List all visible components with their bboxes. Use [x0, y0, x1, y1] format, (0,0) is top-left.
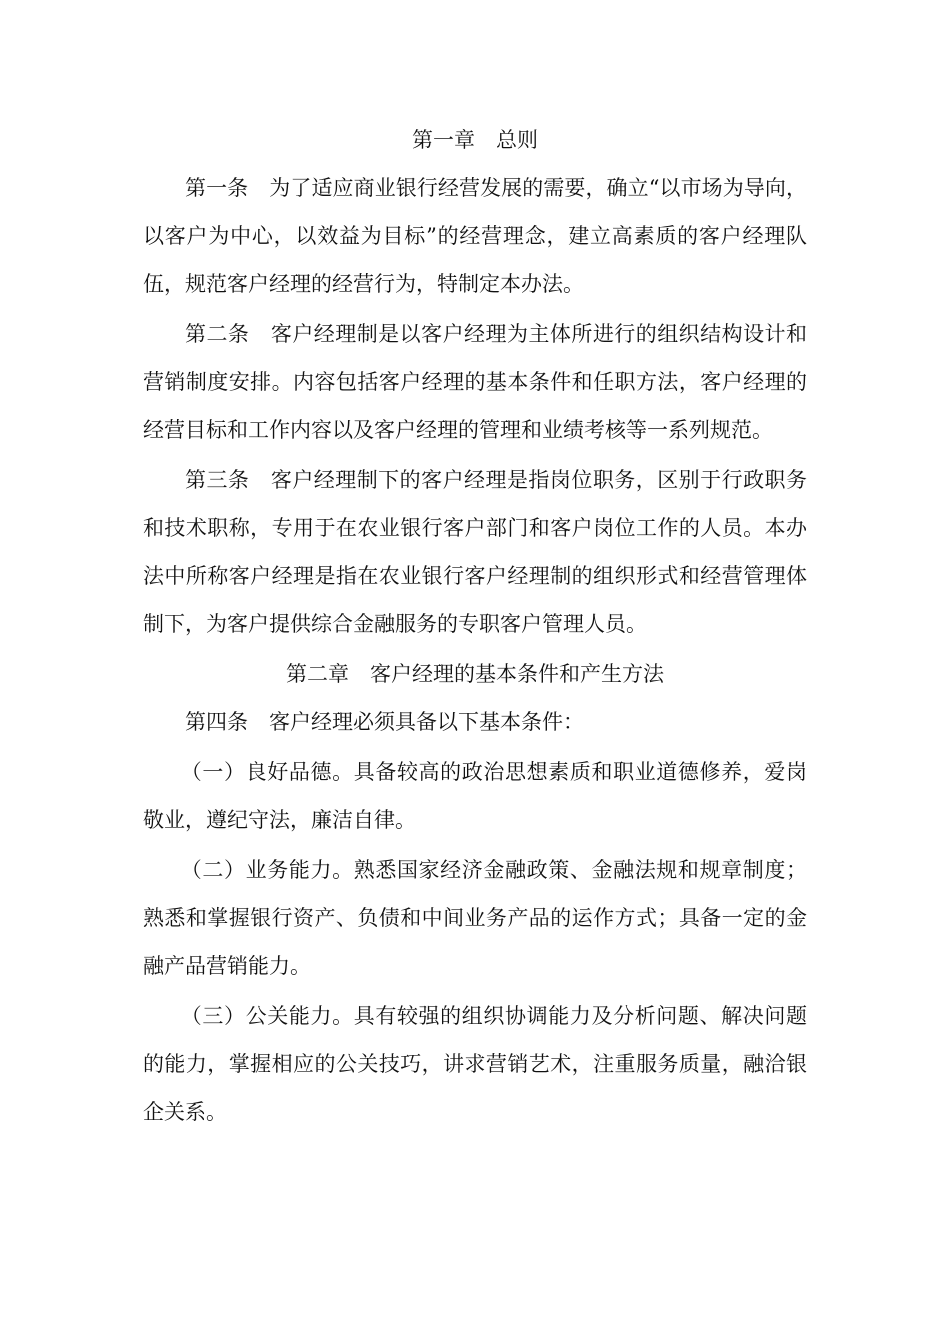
condition-item-3: （三）公关能力。具有较强的组织协调能力及分析问题、解决问题的能力，掌握相应的公关技巧，讲求营销艺术，注重服务质量，融洽银企关系。 — [143, 1004, 807, 1124]
condition-item-2: （二）业务能力。熟悉国家经济金融政策、金融法规和规章制度；熟悉和掌握银行资产、负债和中间业务产品的运作方式；具备一定的金融产品营销能力。 — [143, 858, 807, 978]
article-4: 第四条 客户经理必须具备以下基本条件： — [185, 710, 584, 734]
chapter-1-title: 第一章 总则 — [412, 128, 538, 152]
article-1: 第一条 为了适应商业银行经营发展的需要，确立“以市场为导向，以客户为中心，以效益为目标”的经营理念，建立高素质的客户经理队伍，规范客户经理的经营行为，特制定本办法。 — [143, 176, 807, 296]
condition-item-1: （一）良好品德。具备较高的政治思想素质和职业道德修养，爱岗敬业，遵纪守法，廉洁自律。 — [143, 760, 807, 832]
article-3: 第三条 客户经理制下的客户经理是指岗位职务，区别于行政职务和技术职称，专用于在农业银行客户部门和客户岗位工作的人员。本办法中所称客户经理是指在农业银行客户经理制的组织形式和经营管理体制下，为客户提供综合金融服务的专职客户管理人员。 — [143, 468, 807, 636]
article-2: 第二条 客户经理制是以客户经理为主体所进行的组织结构设计和营销制度安排。内容包括客户经理的基本条件和任职方法，客户经理的经营目标和工作内容以及客户经理的管理和业绩考核等一系列规范。 — [143, 322, 807, 442]
document-body — [143, 116, 807, 1138]
chapter-2-title: 第二章 客户经理的基本条件和产生方法 — [286, 662, 664, 686]
